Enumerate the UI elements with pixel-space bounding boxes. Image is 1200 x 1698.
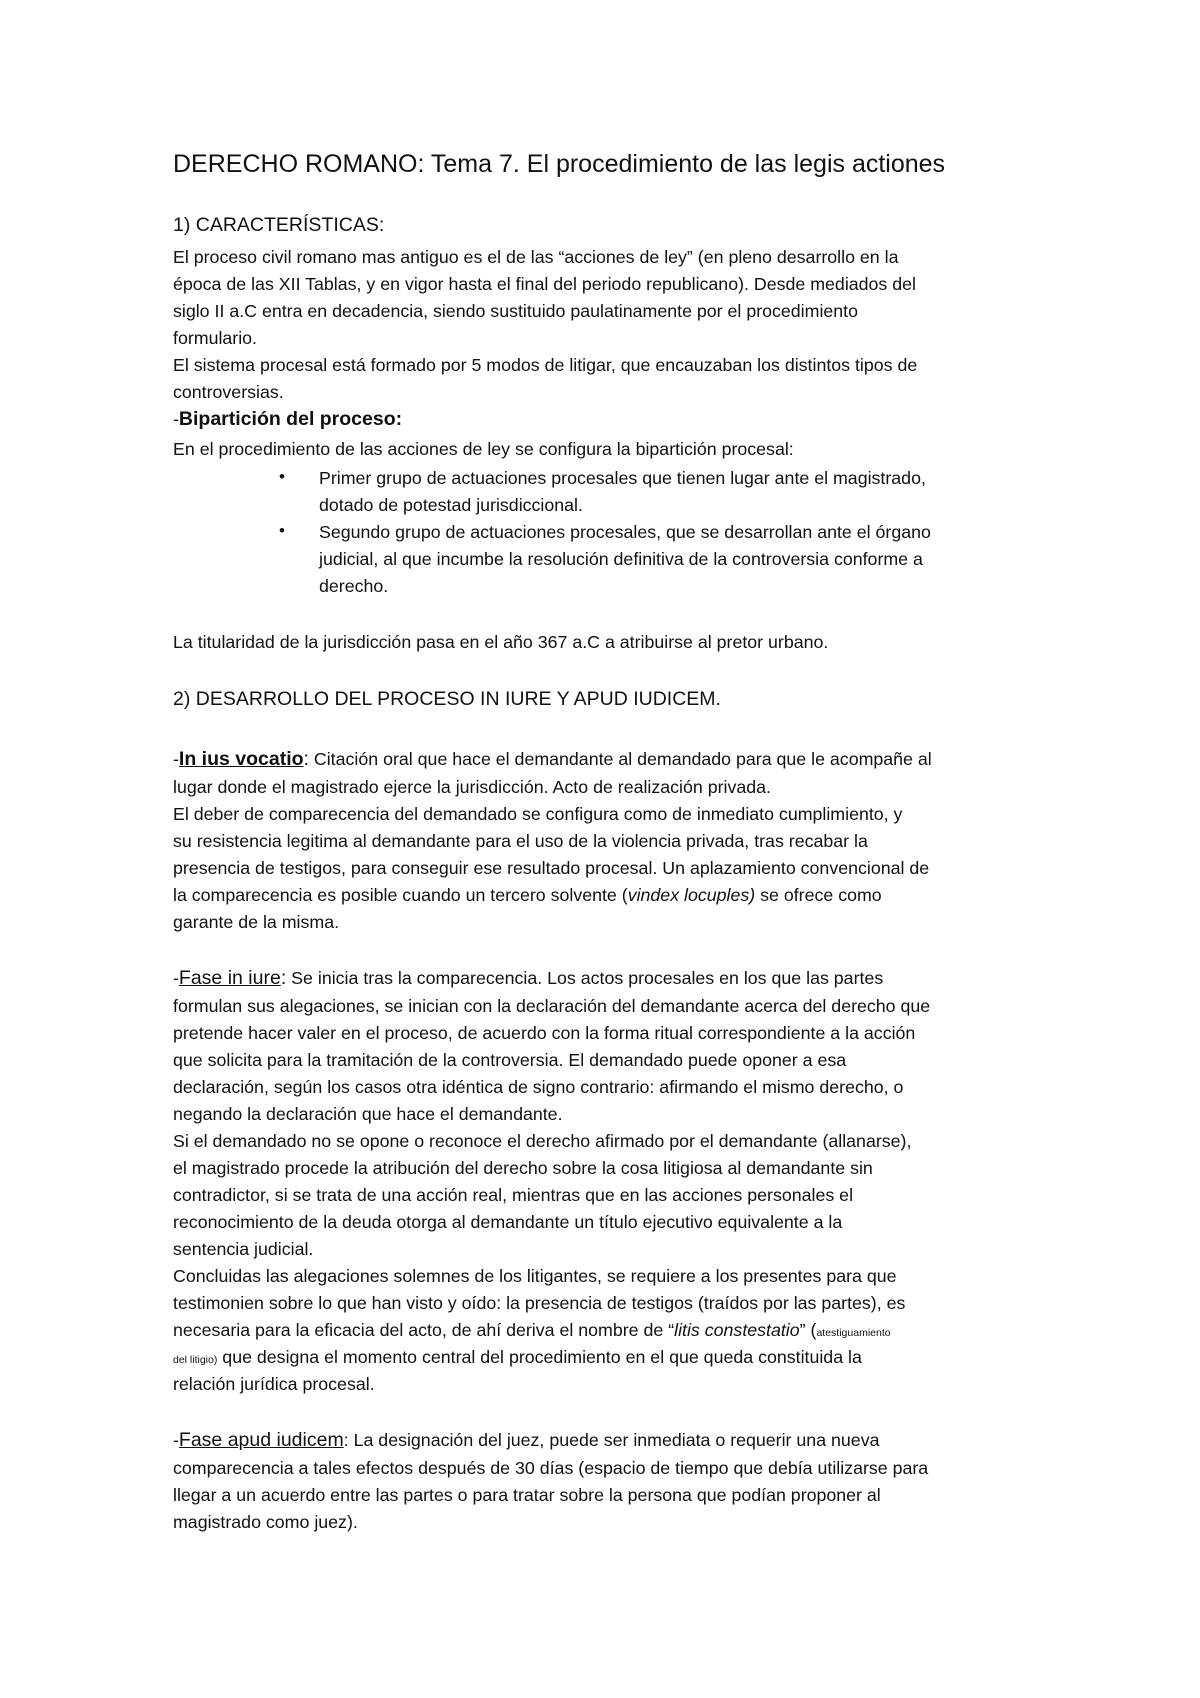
small-note: atestiguamiento [816,1327,891,1339]
list-item-line: derecho. [319,576,389,596]
paragraph-line [173,1318,891,1345]
paragraph-line: controversias. [173,382,284,402]
term-fase-in-iure: Fase in iure [178,967,281,989]
text: que designa el momento central del procedimiento en el que queda constituida la [217,1347,862,1367]
paragraph-line [173,966,883,990]
term-litis-constestatio: litis constestatio [674,1320,800,1340]
section-heading-desarrollo: 2) DESARROLLO DEL PROCESO IN IURE Y APUD IUDICEM. [173,688,721,710]
text: necesaria para la eficacia del acto, de ahí deriva el nombre de “ [173,1320,675,1340]
paragraph-line: declaración, según los casos otra idéntica de signo contrario: afirmando el mismo derecho, o [173,1077,904,1097]
paragraph-line: testimonien sobre lo que han visto y oído: la presencia de testigos (traídos por las partes), es [173,1293,906,1313]
paragraph-line: magistrado como juez). [173,1512,358,1532]
paragraph-line: El proceso civil romano mas antiguo es el de las “acciones de ley” (en pleno desarrollo en la [173,247,899,267]
paragraph-line: el magistrado procede la atribución del derecho sobre la cosa litigiosa al demandante sin [173,1158,873,1178]
paragraph-line: presencia de testigos, para conseguir ese resultado procesal. Un aplazamiento convencional de [173,858,930,878]
paragraph-line: negando la declaración que hace el demandante. [173,1104,563,1124]
text: se ofrece como [755,885,882,905]
paragraph-line: garante de la misma. [173,912,340,932]
text: La designación del juez, puede ser inmediata o requerir una nueva [348,1430,880,1450]
term-vindex-locuples: vindex locuples) [627,885,756,905]
paragraph-line: El sistema procesal está formado por 5 modos de litigar, que encauzaban los distintos tipos de [173,355,918,375]
subheading-text: Bipartición del proceso: [178,408,403,430]
colon: : [343,1430,349,1450]
text: Se inicia tras la comparecencia. Los actos procesales en los que las partes [286,968,884,988]
paragraph-line: La titularidad de la jurisdicción pasa en el año 367 a.C a atribuirse al pretor urbano. [173,632,829,652]
paragraph-line: El deber de comparecencia del demandado se configura como de inmediato cumplimiento, y [173,804,903,824]
dash: - [173,409,179,429]
paragraph-line: comparecencia a tales efectos después de 30 días (espacio de tiempo que debía utilizarse para [173,1458,929,1478]
paragraph-line [173,1345,862,1372]
term-fase-apud-iudicem: Fase apud iudicem [178,1429,344,1451]
list-item-line: Primer grupo de actuaciones procesales que tienen lugar ante el magistrado, [319,468,926,488]
list-item-line: judicial, al que incumbe la resolución definitiva de la controversia conforme a [319,549,923,569]
document-title: DERECHO ROMANO: Tema 7. El procedimiento de las legis actiones [173,150,946,178]
paragraph-line: llegar a un acuerdo entre las partes o para tratar sobre la persona que podían proponer al [173,1485,881,1505]
paragraph-line: relación jurídica procesal. [173,1374,375,1394]
paragraph-line: formulario. [173,328,257,348]
bullet-icon: • [279,467,285,486]
subheading-biparticion [173,407,402,431]
paragraph-line: En el procedimiento de las acciones de ley se configura la bipartición procesal: [173,439,794,459]
paragraph-line [173,747,932,771]
section-heading-caracteristicas: 1) CARACTERÍSTICAS: [173,214,385,236]
small-note: del litigio) [173,1354,218,1366]
text: la comparecencia es posible cuando un tercero solvente ( [173,885,628,905]
paragraph-line: pretende hacer valer en el proceso, de acuerdo con la forma ritual correspondiente a la acción [173,1023,916,1043]
paragraph-line: contradictor, si se trata de una acción real, mientras que en las acciones personales el [173,1185,854,1205]
paragraph-line: que solicita para la tramitación de la controversia. El demandado puede oponer a esa [173,1050,847,1070]
dash: - [173,968,179,988]
list-item-line: Segundo grupo de actuaciones procesales, que se desarrollan ante el órgano [319,522,931,542]
colon: : [280,967,287,989]
text: Citación oral que hace el demandante al demandado para que le acompañe al [308,749,932,769]
dash: - [173,1430,179,1450]
text: ” ( [799,1320,817,1340]
paragraph-line [173,1428,879,1452]
paragraph-line: reconocimiento de la deuda otorga al demandante un título ejecutivo equivalente a la [173,1212,843,1232]
paragraph-line: formulan sus alegaciones, se inician con la declaración del demandante acerca del derecho que [173,996,931,1016]
paragraph-line: su resistencia legitima al demandante para el uso de la violencia privada, tras recabar la [173,831,868,851]
term-in-ius-vocatio: In ius vocatio [178,748,304,770]
paragraph-line [173,883,882,907]
bullet-icon: • [279,521,285,540]
dash: - [173,749,179,769]
paragraph-line: lugar donde el magistrado ejerce la jurisdicción. Acto de realización privada. [173,777,771,797]
paragraph-line: sentencia judicial. [173,1239,314,1259]
paragraph-line: Concluidas las alegaciones solemnes de los litigantes, se requiere a los presentes para que [173,1266,897,1286]
colon: : [303,748,309,770]
paragraph-line: Si el demandado no se opone o reconoce el derecho afirmado por el demandante (allanarse), [173,1131,912,1151]
paragraph-line: siglo II a.C entra en decadencia, siendo sustituido paulatinamente por el procedimiento [173,301,859,321]
list-item-line: dotado de potestad jurisdiccional. [319,495,583,515]
paragraph-line: época de las XII Tablas, y en vigor hasta el final del periodo republicano). Desde mediados del [173,274,916,294]
